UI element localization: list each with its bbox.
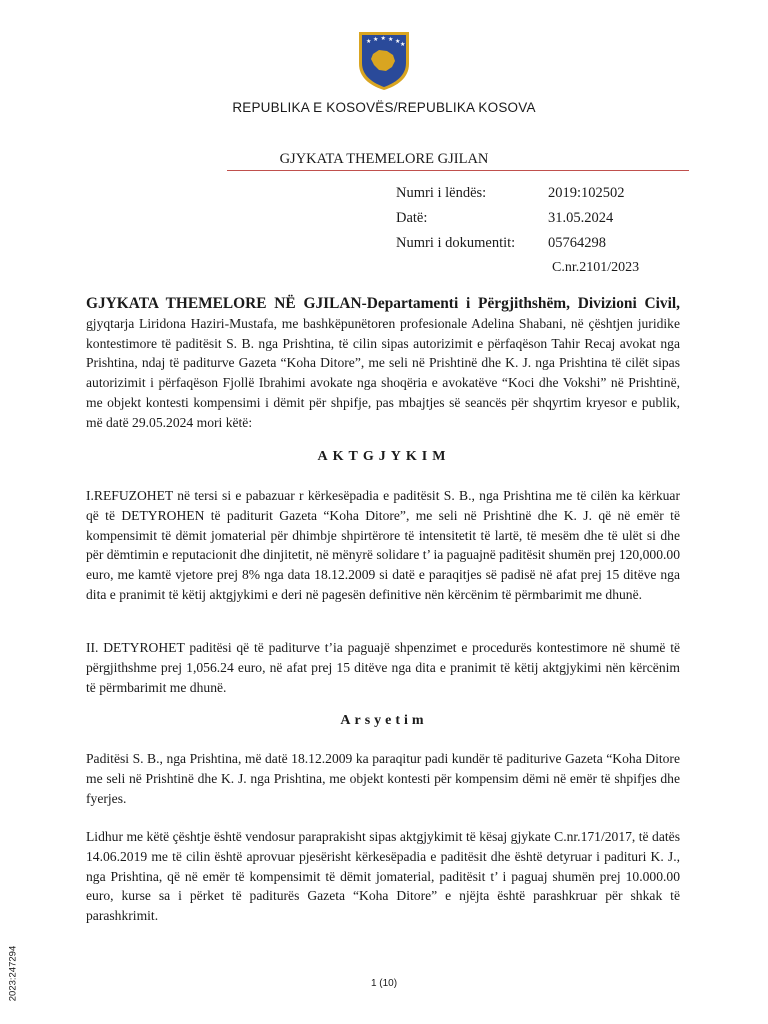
- court-name: GJYKATA THEMELORE GJILAN: [279, 151, 489, 167]
- reasoning-heading: Arsyetim: [340, 713, 428, 728]
- side-document-code: 2023:247294: [7, 945, 19, 1002]
- meta-label: Numri i lëndës:: [396, 185, 487, 201]
- header-divider: [227, 170, 689, 171]
- meta-value: 31.05.2024: [548, 210, 614, 226]
- judgment-heading: AKTGJYKIM: [317, 449, 451, 464]
- intro-paragraph: [86, 294, 680, 433]
- clause-one: I.REFUZOHET në tersi si e pabazuar r kërkesëpadia e paditësit S. B., nga Prishtina me të cilën ka kërkuar që të DETYROHEN të paditurit Gazeta “Koha Ditore”, me seli në Prishtinë dhe K. J. që në emër të kompensimit të dëmit jomaterial për dhimbje shpirtërore të intensitetit të lartë, të mesëm dhe të ulët si dhe për dëmtimin e reputacionit dhe dinjitetit, në mënyrë solidare t’ ia paguajnë paditësit shumën prej 120,000.00 euro, me kamtë vjetore prej 8% nga data 18.12.2009 si datë e paraqitjes së padisë në afat prej 15 ditëve nga dita e pranimit të këtij aktgjykimi e deri në pagesën definitive nën kërcënim të përmbarimit me dhunë.: [86, 488, 680, 602]
- reasoning-paragraph-1: Paditësi S. B., nga Prishtina, më datë 18.12.2009 ka paraqitur padi kundër të paditurive Gazeta “Koha Ditore me seli në Prishtinë dhe K. J. nga Prishtina, me objekt kontesti për kompensim dëmi në emër të shpifjes dhe fyerjes.: [86, 751, 680, 806]
- republic-title: REPUBLIKA E KOSOVËS/REPUBLIKA KOSOVA: [232, 100, 536, 115]
- svg-text:★: ★: [388, 36, 394, 43]
- meta-value: 05764298: [548, 235, 606, 251]
- meta-label: Datë:: [396, 210, 428, 226]
- meta-label: Numri i dokumentit:: [396, 235, 516, 251]
- svg-text:★: ★: [373, 36, 379, 43]
- clause-two: II. DETYROHET paditësi që të paditurve t’ia paguajë shpenzimet e procedurës kontestimore në shumë të përgjithshme prej 1,056.24 euro, në afat prej 15 ditëve nga dita e pranimit të këtij aktgjykimi nën kërcënim të përmbarimit me dhunë.: [86, 640, 680, 695]
- reasoning-paragraph-2: Lidhur me këtë çështje është vendosur paraprakisht sipas aktgjykimit të kësaj gjykate C.nr.171/2017, të datës 14.06.2019 me të cilin është aprovuar pjesërisht kërkesëpadia e paditësit dhe është detyruar i padituri K. J., nga Prishtina, që në emër të kompensimit të dëmit jomaterial, paditësit t’ i paguaj shumën prej 10.000.00 euro, kurse sa i përket të paditurës Gazeta “Koha Ditore” e njëjta është parashkruar për shkak të parashkrimit.: [86, 829, 680, 924]
- svg-text:★: ★: [380, 35, 386, 42]
- meta-value: 2019:102502: [548, 185, 625, 201]
- intro-text: gjyqtarja Liridona Haziri-Mustafa, me bashkëpunëtoren profesionale Adelina Shabani, në çështjen juridike kontestimore të paditësit S. B. nga Prishtina, të cilin sipas autorizimit e përfaqëson Tahir Recaj avokat nga Prishtina, ndaj të paditurve Gazeta “Koha Ditore”, me seli në Prishtinë dhe K. J. nga Prishtina të cilët sipas autorizimit i përfaqëson Fjollë Ibrahimi avokate nga shoqëria e avokatëve “Koci dhe Vokshi” në Prishtinë, me objekt kontesti kompensimi i dëmit për shpifje, pas mbajtjes së seancës për shqyrtim kryesor e publik, më datë 29.05.2024 mori këtë:: [86, 315, 680, 430]
- svg-text:★: ★: [400, 41, 406, 48]
- court-department: GJYKATA THEMELORE NË GJILAN-Departamenti i Përgjithshëm, Divizioni Civil,: [86, 295, 680, 312]
- svg-text:★: ★: [395, 38, 401, 45]
- case-reference: C.nr.2101/2023: [552, 260, 640, 275]
- svg-text:★: ★: [366, 38, 372, 45]
- kosovo-emblem-icon: [357, 30, 411, 92]
- page-number: 1 (10): [370, 978, 398, 989]
